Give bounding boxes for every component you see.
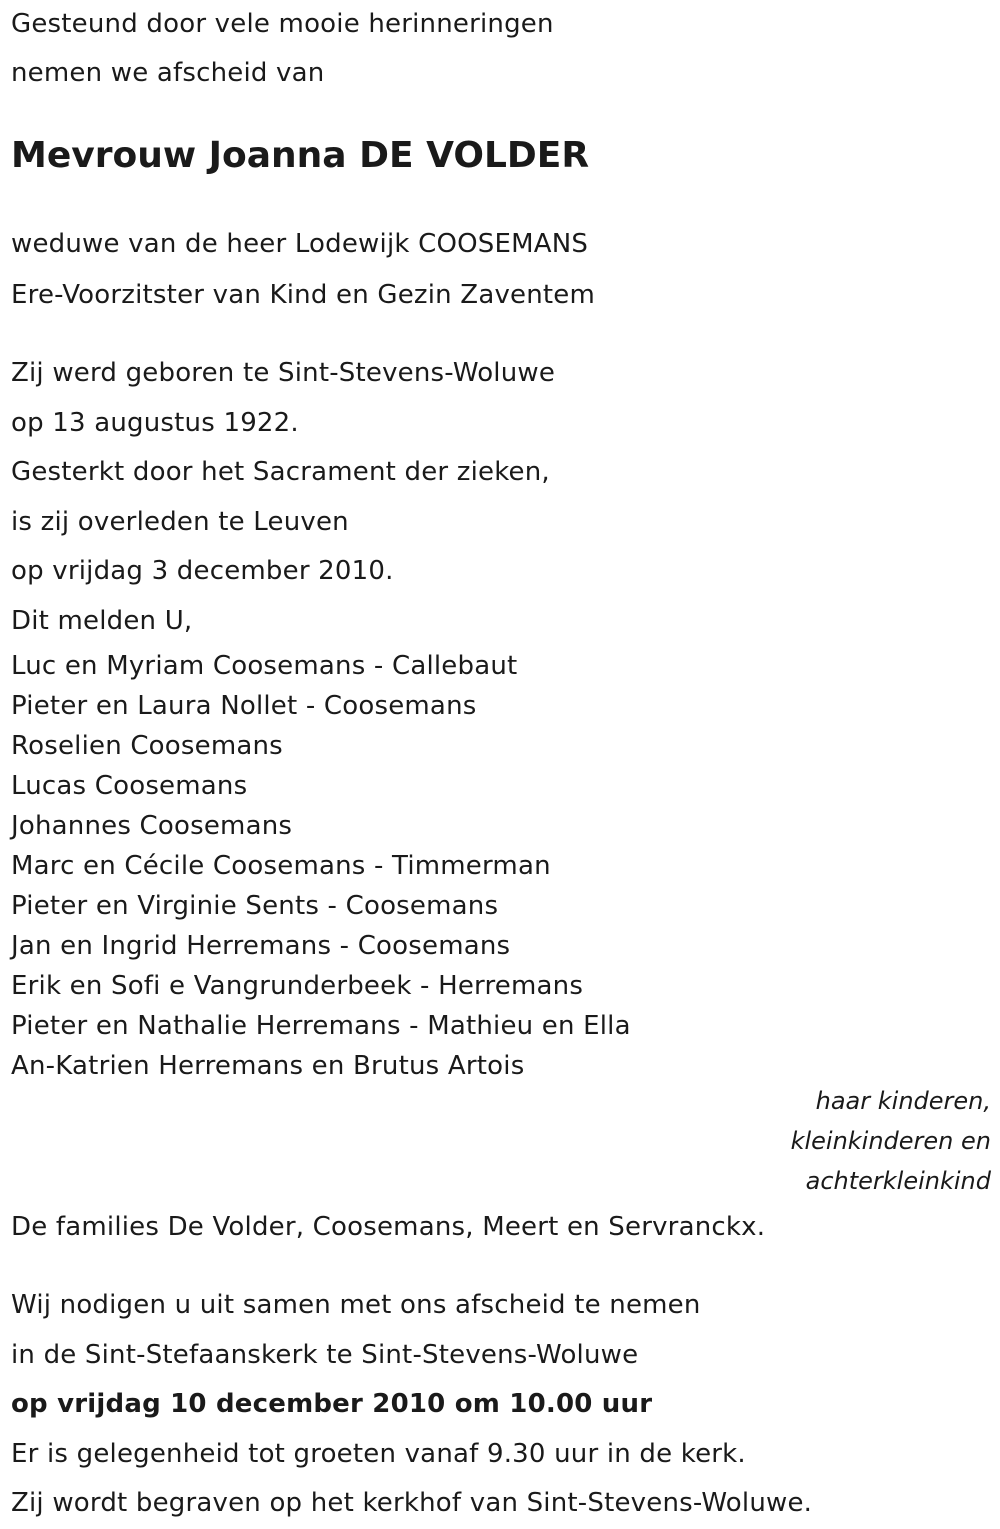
invitation-line-1: Wij nodigen u uit samen met ons afscheid te nemen bbox=[11, 1290, 701, 1320]
sacrament-line: Gesterkt door het Sacrament der zieken, bbox=[11, 457, 550, 487]
relation-line-2: kleinkinderen en bbox=[790, 1127, 991, 1155]
relation-caption bbox=[11, 1086, 991, 1206]
honorary-role-line: Ere-Voorzitster van Kind en Gezin Zaventem bbox=[11, 280, 596, 310]
intro-line-2: nemen we afscheid van bbox=[11, 58, 325, 88]
list-item: Lucas Coosemans bbox=[11, 771, 248, 801]
list-item: Pieter en Virginie Sents - Coosemans bbox=[11, 891, 499, 921]
list-item: Erik en Sofi e Vangrunderbeek - Herremans bbox=[11, 971, 584, 1001]
widow-of-line: weduwe van de heer Lodewijk COOSEMANS bbox=[11, 229, 589, 259]
ceremony-datetime: op vrijdag 10 december 2010 om 10.00 uur bbox=[11, 1389, 653, 1420]
funeral-invitation bbox=[11, 1281, 991, 1529]
intro-line-1: Gesteund door vele mooie herinneringen bbox=[11, 9, 554, 39]
list-item: Roselien Coosemans bbox=[11, 731, 283, 761]
list-item: Marc en Cécile Coosemans - Timmerman bbox=[11, 851, 551, 881]
relation-line-3: achterkleinkind bbox=[805, 1167, 991, 1195]
death-date-line: op vrijdag 3 december 2010. bbox=[11, 556, 394, 586]
intro-text bbox=[11, 0, 991, 98]
list-item: An-Katrien Herremans en Brutus Artois bbox=[11, 1051, 525, 1081]
deceased-details bbox=[11, 219, 991, 321]
families-line: De families De Volder, Coosemans, Meert en Servranckx. bbox=[11, 1212, 766, 1242]
relation-line-1: haar kinderen, bbox=[815, 1087, 991, 1115]
announcers-list bbox=[11, 646, 991, 1086]
list-item: Jan en Ingrid Herremans - Coosemans bbox=[11, 931, 511, 961]
birth-date-line: op 13 augustus 1922. bbox=[11, 407, 299, 438]
death-place-line: is zij overleden te Leuven bbox=[11, 506, 349, 537]
death-notice bbox=[11, 0, 991, 1529]
deceased-name: Mevrouw Joanna DE VOLDER bbox=[11, 135, 590, 176]
list-item: Luc en Myriam Coosemans - Callebaut bbox=[11, 651, 518, 681]
announcers-intro: Dit melden U, bbox=[11, 605, 193, 636]
birth-place-line: Zij werd geboren te Sint-Stevens-Woluwe bbox=[11, 358, 556, 388]
invitation-line-2: in de Sint-Stefaanskerk te Sint-Stevens-Woluwe bbox=[11, 1339, 639, 1370]
list-item: Johannes Coosemans bbox=[11, 811, 293, 841]
list-item: Pieter en Laura Nollet - Coosemans bbox=[11, 691, 477, 721]
greeting-line: Er is gelegenheid tot groeten vanaf 9.30 uur in de kerk. bbox=[11, 1438, 746, 1469]
burial-line: Zij wordt begraven op het kerkhof van Sint-Stevens-Woluwe. bbox=[11, 1488, 813, 1519]
life-details bbox=[11, 349, 991, 646]
list-item: Pieter en Nathalie Herremans - Mathieu en Ella bbox=[11, 1011, 631, 1041]
